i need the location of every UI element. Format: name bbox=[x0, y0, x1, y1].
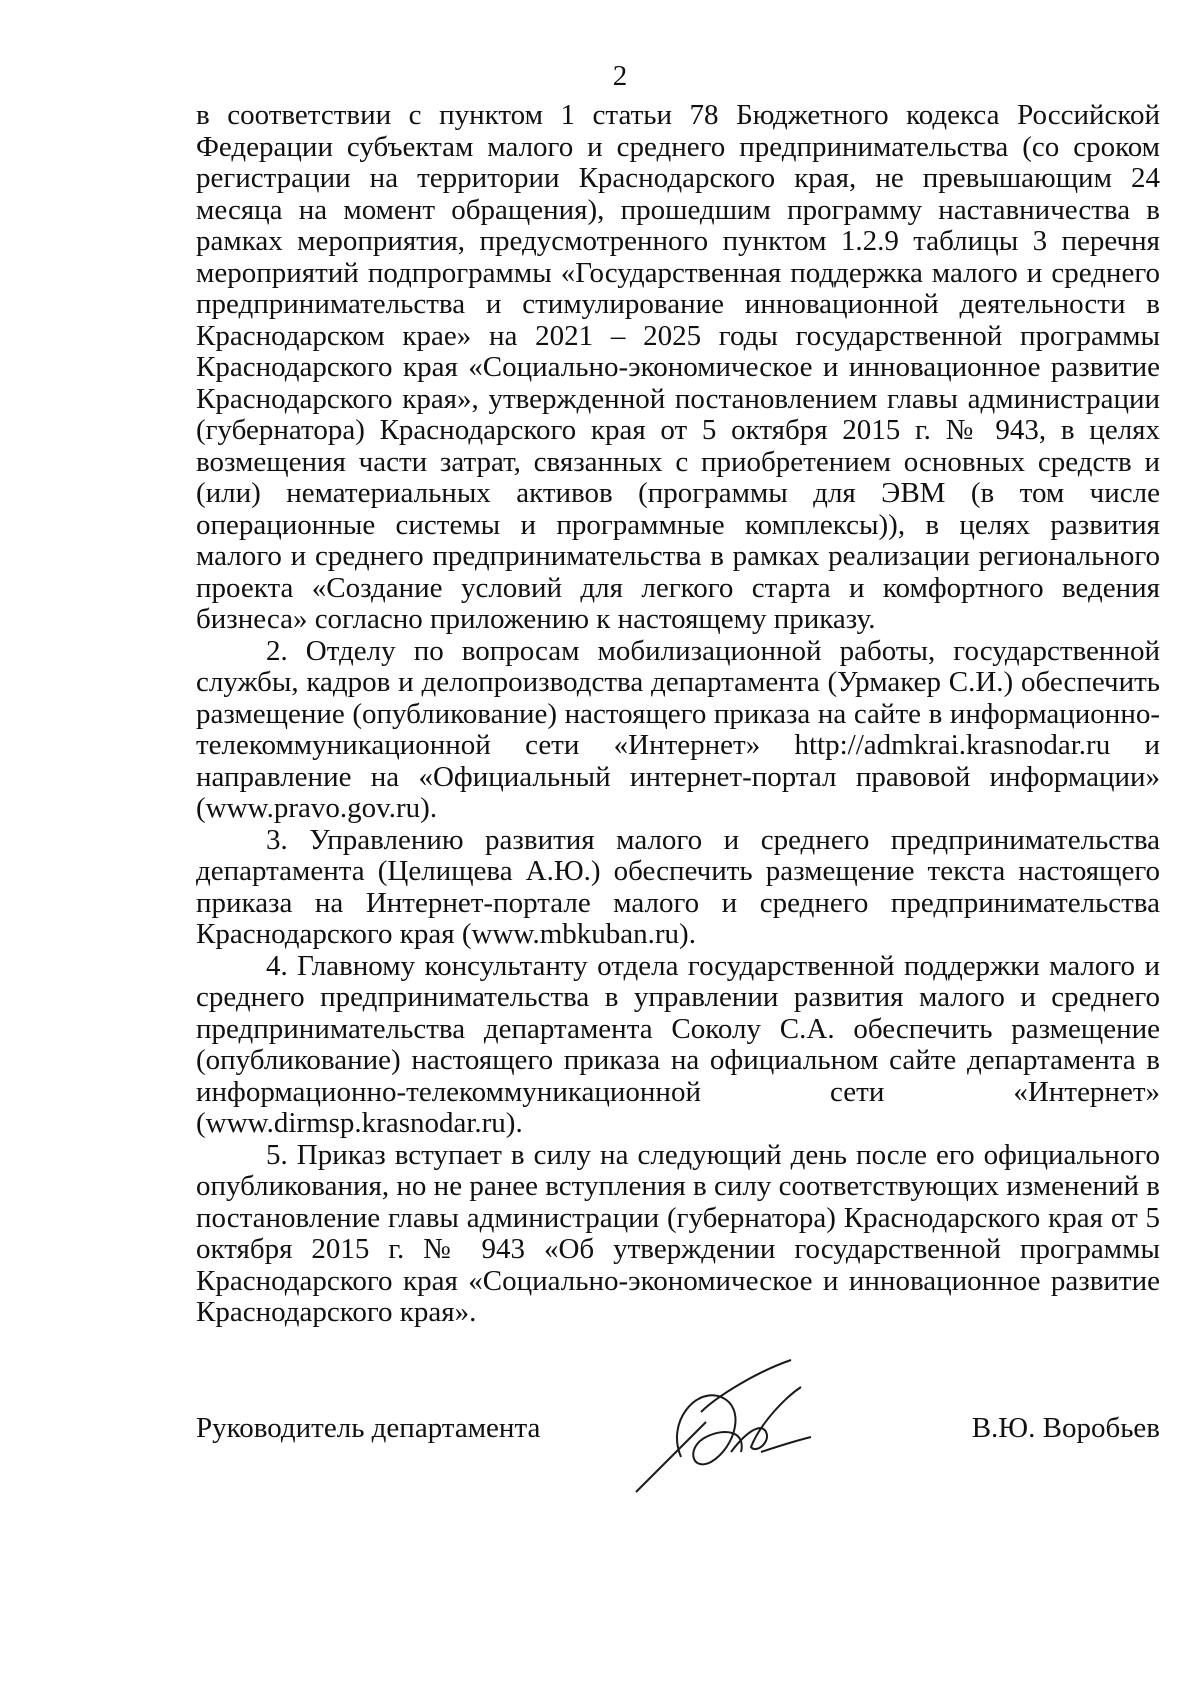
page-number: 2 bbox=[612, 60, 628, 92]
paragraph-4: 4. Главному консультанту отдела государственной поддержки малого и среднего предпринимательства в управлении развития малого и среднего предпринимательства департамента Соколу С.А. обеспечить размещение (опубликование) настоящего приказа на официальном сайте департамента в информационно-телекоммуникационной сети «Интернет» (www.dirmsp.krasnodar.ru). bbox=[196, 949, 1160, 1139]
signature-block bbox=[196, 1412, 1160, 1492]
document-body bbox=[196, 100, 1160, 1329]
handwritten-signature bbox=[626, 1352, 826, 1502]
paragraph-2: 2. Отделу по вопросам мобилизационной работы, государственной службы, кадров и делопроизводства департамента (Урмакер С.И.) обеспечить размещение (опубликование) настоящего приказа на сайте в информационно-телекоммуникационной сети «Интернет» http://admkrai.krasnodar.ru и направление на «Официальный интернет-портал правовой информации» (www.pravo.gov.ru). bbox=[196, 634, 1160, 824]
signatory-title: Руководитель департамента bbox=[196, 1412, 541, 1444]
paragraph-3: 3. Управлению развития малого и среднего предпринимательства департамента (Целищева А.Ю.) обеспечить размещение текста настоящего приказа на Интернет-портале малого и среднего предпринимательства Краснодарского края (www.mbkuban.ru). bbox=[196, 823, 1160, 950]
signatory-name: В.Ю. Воробьев bbox=[971, 1412, 1160, 1444]
paragraph-1: в соответствии с пунктом 1 статьи 78 Бюджетного кодекса Российской Федерации субъектам малого и среднего предпринимательства (со сроком регистрации на территории Краснодарского края, не превышающим 24 месяца на момент обращения), прошедшим программу наставничества в рамках мероприятия, предусмотренного пунктом 1.2.9 таблицы 3 перечня мероприятий подпрограммы «Государственная поддержка малого и среднего предпринимательства и стимулирование инновационной деятельности в Краснодарском крае» на 2021 – 2025 годы государственной программы Краснодарского края «Социально-экономическое и инновационное развитие Краснодарского края», утвержденной постановлением главы администрации (губернатора) Краснодарского края от 5 октября 2015 г. № 943, в целях возмещения части затрат, связанных с приобретением основных средств и (или) нематериальных активов (программы для ЭВМ (в том числе операционные системы и программные комплексы)), в целях развития малого и среднего предпринимательства в рамках реализации регионального проекта «Создание условий для легкого старта и комфортного ведения бизнеса» согласно приложению к настоящему приказу. bbox=[196, 99, 1160, 635]
paragraph-5: 5. Приказ вступает в силу на следующий день после его официального опубликования, но не ранее вступления в силу соответствующих изменений в постановление главы администрации (губернатора) Краснодарского края от 5 октября 2015 г. № 943 «Об утверждении государственной программы Краснодарского края «Социально-экономическое и инновационное развитие Краснодарского края». bbox=[196, 1138, 1160, 1328]
